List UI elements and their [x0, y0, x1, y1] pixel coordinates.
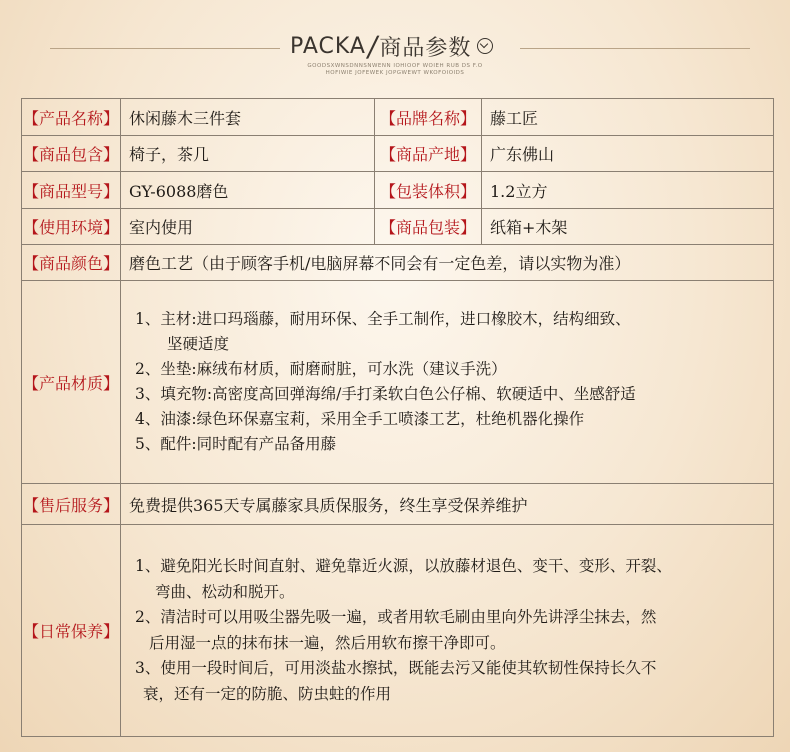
label-daily-care: 【日常保养】 — [22, 525, 121, 737]
care-line: 1、避免阳光长时间直射、避免靠近火源，以放藤材退色、变干、变形、开裂、 — [135, 557, 672, 575]
label-package-volume: 【包装体积】 — [375, 172, 482, 209]
value-model: GY-6088磨色 — [121, 172, 375, 209]
value-contents: 椅子，茶几 — [121, 136, 375, 172]
table-row — [22, 136, 774, 172]
value-package-volume: 1.2立方 — [482, 172, 774, 209]
table-row — [22, 172, 774, 209]
header-rule-right — [520, 48, 750, 49]
label-brand-name: 【品牌名称】 — [375, 99, 482, 136]
label-model: 【商品型号】 — [22, 172, 121, 209]
label-contents: 【商品包含】 — [22, 136, 121, 172]
header-rule-left — [50, 48, 280, 49]
value-environment: 室内使用 — [121, 209, 375, 245]
care-line: 弯曲、松动和脱开。 — [155, 582, 295, 601]
subtitle-line: GOODSXWNSDNNSNWENN IOHIOOF WOIEH RUB DS F.O — [307, 63, 483, 69]
care-list — [121, 525, 774, 737]
table-row — [22, 484, 774, 525]
care-line: 2、清洁时可以用吸尘器先吸一遍，或者用软毛刷由里向外先讲浮尘抹去，然 — [135, 608, 657, 626]
header — [0, 0, 790, 90]
material-line: 2、坐垫:麻绒布材质，耐磨耐脏，可水洗（建议手洗） — [135, 360, 507, 378]
title-chinese: 商品参数 — [379, 35, 472, 61]
value-origin: 广东佛山 — [482, 136, 774, 172]
subtitle-line: HOFIWIE JOFEWEK JOPGWEWT WKOFOIOIDS — [325, 70, 465, 76]
care-line: 3、使用一段时间后，可用淡盐水擦拭，既能去污又能使其软韧性保持长久不 — [135, 659, 657, 677]
material-line: 1、主材:进口玛瑙藤，耐用环保、全手工制作，进口橡胶木，结构细致、 — [135, 310, 631, 328]
label-product-name: 【产品名称】 — [22, 99, 121, 136]
label-after-sales: 【售后服务】 — [22, 484, 121, 525]
material-list — [121, 281, 774, 484]
title-slash: / — [365, 29, 381, 63]
table-row — [22, 245, 774, 281]
material-line: 5、配件:同时配有产品备用藤 — [135, 435, 337, 453]
table-row — [22, 99, 774, 136]
label-packaging: 【商品包装】 — [375, 209, 482, 245]
value-product-name: 休闲藤木三件套 — [121, 99, 375, 136]
label-color: 【商品颜色】 — [22, 245, 121, 281]
table-row — [22, 209, 774, 245]
material-line: 坚硬适度 — [167, 335, 230, 353]
material-line: 3、填充物:高密度高回弹海绵/手打柔软白色公仔棉、软硬适中、坐感舒适 — [135, 385, 636, 403]
care-line: 衰，还有一定的防脆、防虫蛀的作用 — [143, 684, 392, 703]
label-material: 【产品材质】 — [22, 281, 121, 484]
care-line: 后用湿一点的抹布抹一遍，然后用软布擦干净即可。 — [149, 633, 506, 652]
table-row — [22, 281, 774, 484]
value-packaging: 纸箱+木架 — [482, 209, 774, 245]
chevron-down-circle-icon — [477, 38, 493, 54]
label-environment: 【使用环境】 — [22, 209, 121, 245]
spec-table — [21, 98, 774, 737]
table-row — [22, 525, 774, 737]
subtitle — [300, 63, 490, 77]
value-color: 磨色工艺（由于顾客手机/电脑屏幕不同会有一定色差，请以实物为准） — [121, 245, 774, 281]
label-origin: 【商品产地】 — [375, 136, 482, 172]
title-english: PACKA — [290, 33, 366, 59]
value-brand-name: 藤工匠 — [482, 99, 774, 136]
section-title — [290, 26, 493, 66]
material-line: 4、油漆:绿色环保嘉宝莉，采用全手工喷漆工艺，杜绝机器化操作 — [135, 410, 585, 428]
value-after-sales: 免费提供365天专属藤家具质保服务，终生享受保养维护 — [121, 484, 774, 525]
